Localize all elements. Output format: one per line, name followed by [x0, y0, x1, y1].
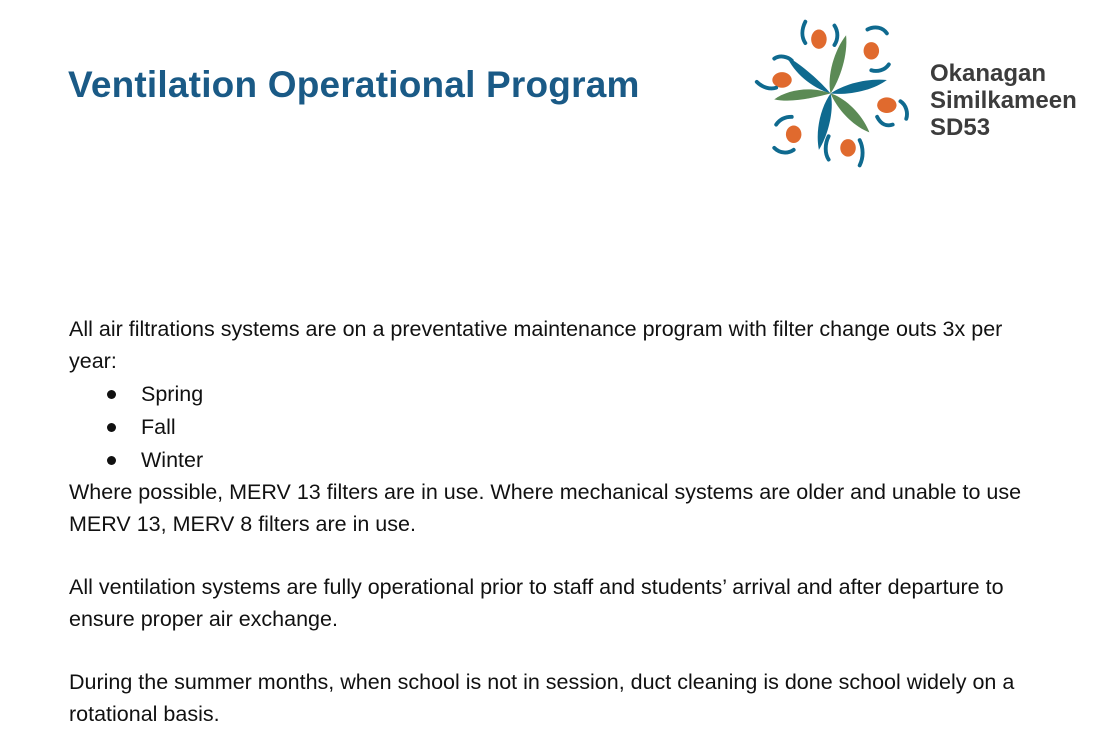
paragraph-filter-maintenance: All air filtrations systems are on a preventative maintenance program with filter change outs 3x per year: [69, 317, 1003, 373]
paragraph-duct-cleaning: During the summer months, when school is not in session, duct cleaning is done school widely on a rotational basis. [69, 670, 1015, 726]
filter-change-season-list [107, 378, 203, 477]
list-item-label: Winter [141, 448, 204, 472]
org-name-line-2: Similkameen [930, 87, 1077, 114]
org-name-line-1: Okanagan [930, 60, 1047, 87]
flower-leaf-logo-icon [745, 12, 920, 177]
list-item [107, 411, 203, 444]
list-item-label: Spring [141, 382, 204, 406]
bullet-icon [107, 390, 116, 399]
org-name-line-3: SD53 [930, 114, 991, 141]
organization-name [930, 60, 1077, 141]
paragraph-merv-filters: Where possible, MERV 13 filters are in use. Where mechanical systems are older and unable to use MERV 13, MERV 8 filters are in use. [69, 480, 1022, 536]
bullet-icon [107, 456, 116, 465]
page-title: Ventilation Operational Program [68, 64, 640, 105]
paragraph-ventilation-operation: All ventilation systems are fully operational prior to staff and students’ arrival and after departure to ensure proper air exchange. [69, 575, 1004, 631]
list-item-label: Fall [141, 415, 176, 439]
bullet-icon [107, 423, 116, 432]
list-item [107, 378, 203, 411]
list-item [107, 444, 203, 477]
